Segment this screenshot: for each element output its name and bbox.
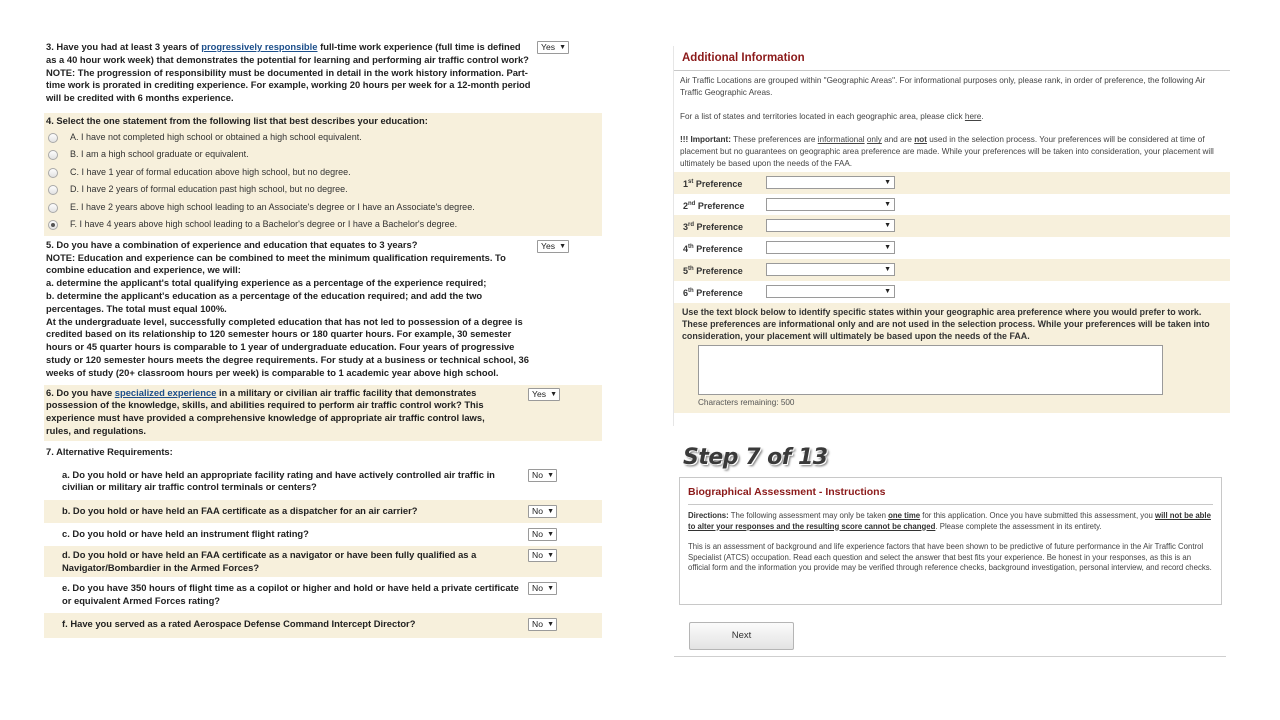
preference-row-1: 1st Preference ▼	[674, 172, 1230, 194]
question-6	[44, 385, 602, 441]
radio-button[interactable]	[48, 168, 58, 178]
preference-2-select[interactable]	[766, 198, 895, 211]
question-5-select[interactable]: Yes ▼	[537, 240, 569, 253]
preference-row-5: 5th Preference ▼	[674, 259, 1230, 281]
alt-req-a: a. Do you hold or have held an appropriate facility rating and have actively controlled air traffic in civilian or military air traffic control terminals or centers? No ▼	[44, 466, 602, 498]
alt-req-d-select[interactable]: No ▼	[528, 549, 557, 562]
radio-button[interactable]	[48, 133, 58, 143]
state-preference-block	[674, 303, 1230, 413]
states-list-text: For a list of states and territories located in each geographic area, please click here.	[680, 111, 984, 121]
state-preference-textarea[interactable]	[698, 345, 1163, 395]
preference-4-select[interactable]	[766, 241, 895, 254]
alt-req-f: f. Have you served as a rated Aerospace Defense Command Intercept Director? No ▼	[44, 613, 602, 638]
state-preference-note: Use the text block below to identify specific states within your geographic area preference where you would prefer to work. These preferences are informational only and are not used in the selection process. While your preferences will be taken into consideration, your placement will ultimately be based upon the needs of the FAA.	[682, 306, 1210, 341]
biographical-assessment-title: Biographical Assessment - Instructions	[688, 478, 1213, 505]
question-4	[44, 113, 602, 236]
alt-req-d: d. Do you hold or have held an FAA certificate as a navigator or have been fully qualified as a Navigator/Bombardier in the Armed Forces? No ▼	[44, 546, 602, 578]
important-notice: !!! Important: These preferences are informational only and are not used in the selection process. Your preferences will be considered at time of placement but no guarantees on geographic area preference are made. While your preferences will be taken into consideration, your placement will ultimately be based upon the needs of the FAA.	[680, 135, 1214, 168]
alt-req-c-select[interactable]: No ▼	[528, 528, 557, 541]
assessment-description: This is an assessment of background and life experience factors that have been shown to be predictive of future performance in the Air Traffic Control Specialist (ATCS) occupation. Read each question and select the answer that best fits your experience. Be honest in your responses, as this is an official form and the information you provide may be verified through reference checks, background investigation, personal interview, and record checks.	[688, 542, 1212, 573]
alt-req-e: e. Do you have 350 hours of flight time as a copilot or higher and hold or have held a private certificate or equivalent Armed Forces rating? No ▼	[44, 577, 602, 612]
step-indicator: Step 7 of 13	[683, 445, 828, 470]
biographical-assessment-box	[679, 477, 1222, 605]
preference-3-select[interactable]	[766, 219, 895, 232]
question-7-text: 7. Alternative Requirements:	[46, 445, 173, 457]
question-4-text: 4. Select the one statement from the following list that best describes your education:	[46, 114, 428, 126]
alternative-requirements	[44, 466, 602, 638]
question-7	[44, 445, 602, 461]
alt-req-b-select[interactable]: No ▼	[528, 505, 557, 518]
education-option-a[interactable]: A. I have not completed high school or obtained a high school equivalent.	[46, 129, 598, 147]
questionnaire	[44, 40, 602, 638]
question-5-text: 5. Do you have a combination of experience and education that equates to 3 years? NOTE: Education and experience can be combined to meet the minimum qualification requirements. To combine education and experience, we will: a. determine the applicant's total qualifying experience as a percentage of the experience required; b. determine the applicant's education as a percentage of the education required; and add the two percentages. The total must equal 100%. At the undergraduate level, successfully completed education that has not led to possession of a degree is credited based on its relationship to 120 semester hours or 180 quarter hours. For example, 30 semester hours or 45 quarter hours is comparable to 1 year of undergraduate education. Four years of progressive study or 120 semester hours meets the degree requirements. For study at a business or technical school, 36 weeks of study (20+ classroom hours per week) is comparable to 1 academic year above high school.	[46, 238, 529, 378]
education-option-e[interactable]: E. I have 2 years above high school leading to an Associate's degree or I have an Associate's degree.	[46, 199, 598, 217]
additional-information-title: Additional Information	[674, 46, 1230, 71]
geographic-intro: Air Traffic Locations are grouped within "Geographic Areas". For informational purposes only, please rank, in order of preference, the following Air Traffic Geographic Areas.	[680, 76, 1206, 97]
education-option-f[interactable]: F. I have 4 years above high school leading to a Bachelor's degree or I have a Bachelor's degree.	[46, 216, 598, 234]
alt-req-a-select[interactable]: No ▼	[528, 469, 557, 482]
progressively-responsible-link[interactable]: progressively responsible	[201, 41, 318, 52]
question-3-text: 3. Have you had at least 3 years of progressively responsible full-time work experience (full time is defined as a 40 hour work week) that demonstrates the potential for learning and performing air traffic control work? NOTE: The progression of responsibility must be documented in detail in the work history information. Part-time work is prorated in crediting experience. For example, working 20 hours per week for a 12-month period will be credited with 6 months experience.	[46, 41, 531, 104]
preference-6-select[interactable]	[766, 285, 895, 298]
next-button[interactable]: Next	[689, 622, 794, 650]
question-5	[44, 238, 602, 382]
radio-button-selected[interactable]	[48, 220, 58, 230]
preference-row-2: 2nd Preference ▼	[674, 194, 1230, 216]
preference-list	[674, 172, 1230, 303]
education-option-b[interactable]: B. I am a high school graduate or equivalent.	[46, 146, 598, 164]
alt-req-f-select[interactable]: No ▼	[528, 618, 557, 631]
directions-text: Directions: The following assessment may only be taken one time for this application. Once you have submitted this assessment, you will not be able to alter your responses and the resulting score cannot be changed. Please complete the assessment in its entirety.	[688, 511, 1211, 531]
preference-row-4: 4th Preference ▼	[674, 237, 1230, 259]
alt-req-e-select[interactable]: No ▼	[528, 582, 557, 595]
radio-button[interactable]	[48, 203, 58, 213]
education-option-c[interactable]: C. I have 1 year of formal education above high school, but no degree.	[46, 164, 598, 182]
radio-button[interactable]	[48, 185, 58, 195]
preference-1-select[interactable]	[766, 176, 895, 189]
education-option-d[interactable]: D. I have 2 years of formal education past high school, but no degree.	[46, 181, 598, 199]
question-6-select[interactable]: Yes ▼	[528, 388, 560, 401]
question-3-select[interactable]: Yes ▼	[537, 41, 569, 54]
additional-information-panel	[674, 46, 1230, 413]
question-6-text: 6. Do you have specialized experience in a military or civilian air traffic facility that demonstrates possession of the knowledge, skills, and abilities required to perform air traffic control work? This experience must have provided a comprehensive knowledge of appropriate air traffic control laws, rules, and regulations.	[46, 386, 485, 436]
alt-req-b: b. Do you hold or have held an FAA certificate as a dispatcher for an air carrier? No ▼	[44, 500, 602, 523]
preference-row-6: 6th Preference ▼	[674, 281, 1230, 303]
preference-row-3: 3rd Preference ▼	[674, 215, 1230, 237]
preference-5-select[interactable]	[766, 263, 895, 276]
alt-req-c: c. Do you hold or have held an instrument flight rating? No ▼	[44, 523, 602, 546]
question-3	[44, 40, 602, 107]
characters-remaining: Characters remaining: 500	[698, 397, 795, 407]
specialized-experience-link[interactable]: specialized experience	[114, 386, 217, 398]
states-list-link[interactable]: here	[964, 111, 982, 121]
divider-line	[674, 656, 1226, 657]
radio-button[interactable]	[48, 150, 58, 160]
